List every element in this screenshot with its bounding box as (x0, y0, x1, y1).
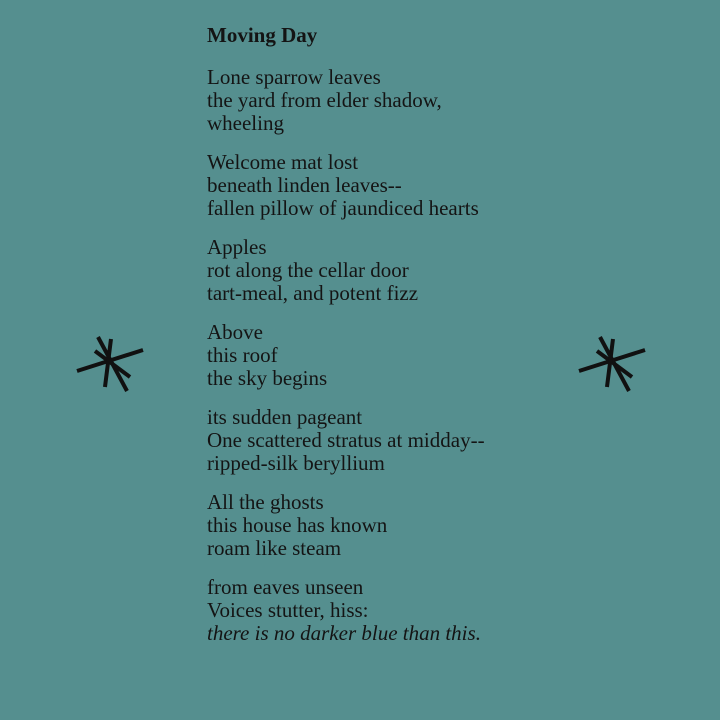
poem-line: ripped-silk beryllium (207, 451, 385, 475)
stanza (207, 406, 607, 475)
poem-line: roam like steam (207, 536, 342, 560)
poem-line: Above (207, 320, 263, 344)
poem-line: One scattered stratus at midday-- (207, 428, 485, 452)
poem-line: from eaves unseen (207, 575, 364, 599)
stanza (207, 151, 607, 220)
poem-line: tart-meal, and potent fizz (207, 281, 419, 305)
poem-line: this roof (207, 343, 278, 367)
poem-closing-line: there is no darker blue than this. (207, 621, 481, 645)
poem-line: its sudden pageant (207, 405, 363, 429)
poem-line: the yard from elder shadow, (207, 88, 442, 112)
poem-line: the sky begins (207, 366, 328, 390)
poem-line: Apples (207, 235, 267, 259)
poem-line: rot along the cellar door (207, 258, 409, 282)
poem-line: this house has known (207, 513, 388, 537)
poem-line: beneath linden leaves-- (207, 173, 402, 197)
asterisk-icon (75, 333, 145, 393)
stanza (207, 66, 607, 135)
poem-line: Voices stutter, hiss: (207, 598, 369, 622)
poem (207, 20, 607, 661)
poem-line: wheeling (207, 111, 284, 135)
poem-line: Welcome mat lost (207, 150, 359, 174)
poem-title: Moving Day (207, 23, 318, 47)
stanza (207, 236, 607, 305)
stanza (207, 576, 607, 645)
poem-line: All the ghosts (207, 490, 324, 514)
stanza (207, 321, 607, 390)
stanza (207, 491, 607, 560)
poem-line: fallen pillow of jaundiced hearts (207, 196, 479, 220)
poem-line: Lone sparrow leaves (207, 65, 381, 89)
